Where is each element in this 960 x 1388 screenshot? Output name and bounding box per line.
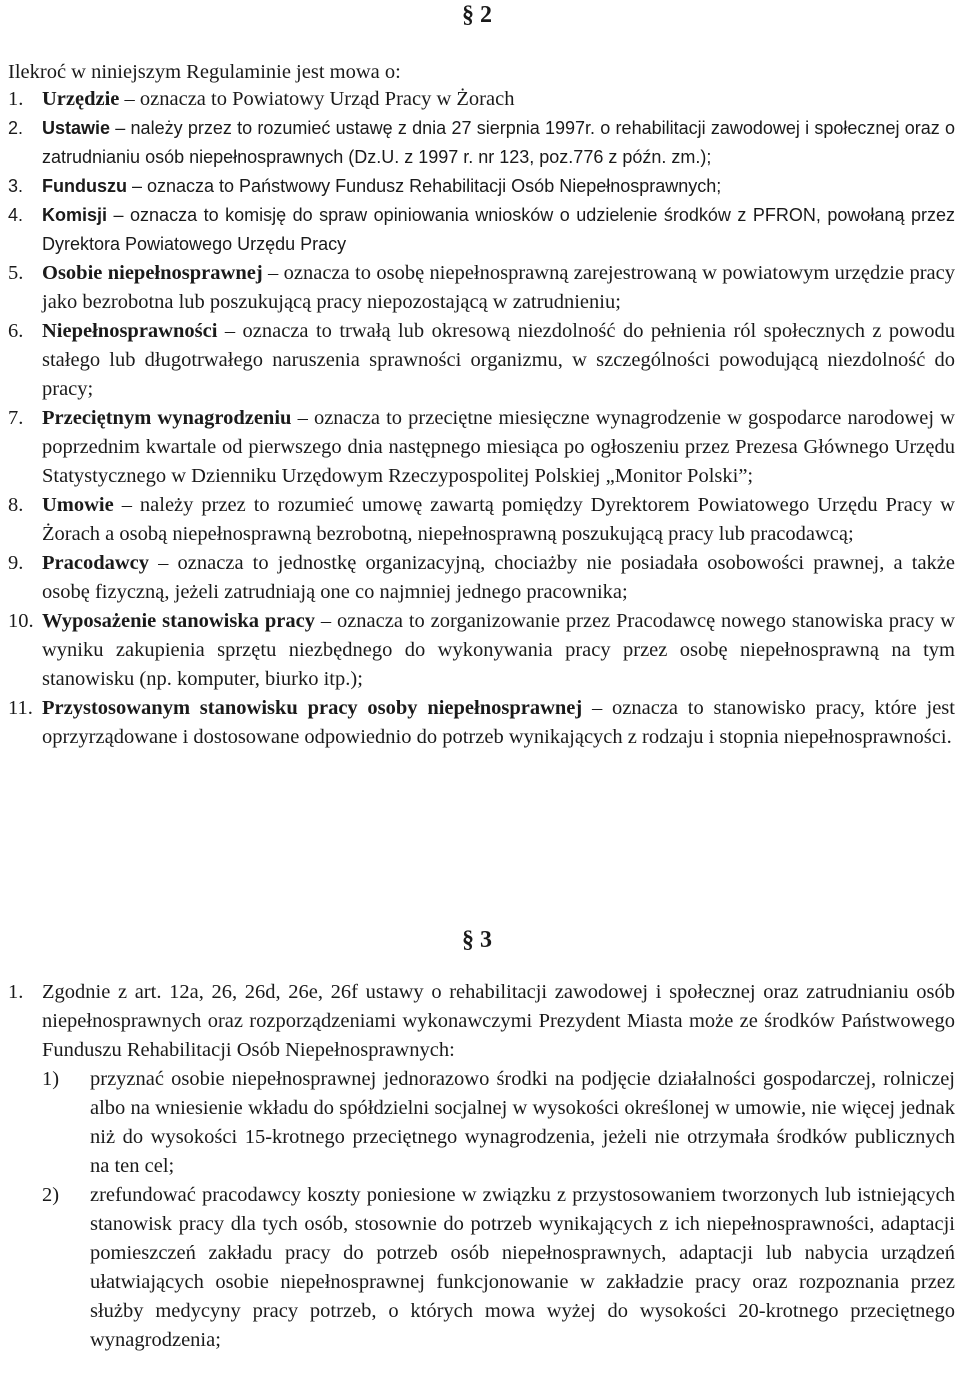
item-number: 2. bbox=[8, 118, 24, 138]
definition-item bbox=[8, 317, 955, 404]
definition-text: – oznacza to trwałą lub okresową niezdolność do pełnienia ról społecznych z powodu stałego lub długotrwałego naruszenia sprawności organizmu, w szczególności powodującą niezdolność do pracy; bbox=[42, 320, 955, 400]
definition-term: Przeciętnym wynagrodzeniu bbox=[42, 407, 292, 429]
sub-item bbox=[42, 1065, 955, 1181]
item-number: 7. bbox=[8, 407, 24, 429]
item-number: 9. bbox=[8, 552, 24, 574]
definition-item bbox=[8, 172, 955, 201]
definition-term: Przystosowanym stanowisku pracy osoby niepełnosprawnej bbox=[42, 697, 583, 719]
definition-text: – należy przez to rozumieć ustawę z dnia 27 sierpnia 1997r. o rehabilitacji zawodowej i społecznej oraz o zatrudnianiu osób niepełnosprawnych (Dz.U. z 1997 r. nr 123, poz.776 z późn. zm.); bbox=[42, 118, 955, 167]
definition-text: – należy przez to rozumieć umowę zawartą pomiędzy Dyrektorem Powiatowego Urzędu Pracy w Żorach a osobą niepełnosprawną bezrobotną, niepełnosprawną poszukującą pracy lub pracodawcą; bbox=[42, 494, 955, 545]
item-number: 6. bbox=[8, 320, 24, 342]
definition-item bbox=[8, 259, 955, 317]
item-number: 1. bbox=[8, 88, 24, 110]
definition-text: – oznacza to zorganizowanie przez Pracodawcę nowego stanowiska pracy w wyniku zakupienia sprzętu niezbędnego do wykonywania pracy przez osobę niepełnosprawną na tym stanowisku (np. komputer, biurko itp.); bbox=[42, 610, 955, 690]
item-number: 10. bbox=[8, 610, 34, 632]
sub-item bbox=[42, 1181, 955, 1355]
section-3-heading: § 3 bbox=[462, 927, 492, 953]
definition-item bbox=[8, 607, 955, 694]
definition-text: – oznacza to Państwowy Fundusz Rehabilitacji Osób Niepełnosprawnych; bbox=[126, 176, 722, 196]
definition-text: – oznacza to komisję do spraw opiniowania wniosków o udzielenie środków z PFRON, powołaną przez Dyrektora Powiatowego Urzędu Pracy bbox=[42, 205, 955, 254]
definition-item bbox=[8, 549, 955, 607]
item-number: 1) bbox=[42, 1068, 60, 1090]
definition-term: Niepełnosprawności bbox=[42, 320, 218, 342]
definition-item bbox=[8, 404, 955, 491]
item-number: 11. bbox=[8, 697, 33, 719]
definition-text: – oznacza to jednostkę organizacyjną, chociażby nie posiadała osobowości prawnej, a także osobę fizyczną, jeżeli zatrudniają one co najmniej jednego pracownika; bbox=[42, 552, 955, 603]
item-number: 4. bbox=[8, 205, 24, 225]
definition-term: Pracodawcy bbox=[42, 552, 150, 574]
definition-term: Ustawie bbox=[42, 118, 111, 138]
definition-item bbox=[8, 201, 955, 259]
sub-item-text: zrefundować pracodawcy koszty poniesione w związku z przystosowaniem tworzonych lub istniejących stanowisk pracy dla tych osób, stosownie do potrzeb wynikających z ich niepełnosprawności, adaptacji pomieszczeń zakładu pracy do potrzeb osób niepełnosprawnych, adaptacji lub nabycia urządzeń ułatwiających osobie niepełnosprawnej funkcjonowanie w zakładzie pracy oraz rozpoznania przez służby medycyny pracy potrzeb, o których mowa wyżej do wysokości 20-krotnego przeciętnego wynagrodzenia; bbox=[90, 1184, 955, 1351]
definition-item bbox=[8, 85, 955, 114]
section-3-paragraphs bbox=[8, 978, 955, 1355]
definitions-list bbox=[8, 85, 955, 752]
definition-term: Komisji bbox=[42, 205, 108, 225]
sub-list bbox=[42, 1065, 955, 1355]
item-number: 1. bbox=[8, 981, 24, 1003]
definition-item bbox=[8, 114, 955, 172]
definition-term: Umowie bbox=[42, 494, 114, 516]
item-number: 3. bbox=[8, 176, 24, 196]
item-number: 8. bbox=[8, 494, 24, 516]
definition-term: Osobie niepełnosprawnej bbox=[42, 262, 263, 284]
paragraph-item bbox=[8, 978, 955, 1355]
item-number: 5. bbox=[8, 262, 24, 284]
paragraph-text: Zgodnie z art. 12a, 26, 26d, 26e, 26f ustawy o rehabilitacji zawodowej i społecznej oraz zatrudnianiu osób niepełnosprawnych oraz rozporządzeniami wykonawczymi Prezydent Miasta może ze środków Państwowego Funduszu Rehabilitacji Osób Niepełnosprawnych: bbox=[42, 981, 955, 1061]
definition-term: Wyposażenie stanowiska pracy bbox=[42, 610, 315, 632]
intro-text: Ilekroć w niniejszym Regulaminie jest mowa o: bbox=[8, 61, 401, 83]
definition-item bbox=[8, 694, 955, 752]
item-number: 2) bbox=[42, 1184, 60, 1206]
definition-text: – oznacza to Powiatowy Urząd Pracy w Żorach bbox=[119, 88, 515, 110]
definition-text: – oznacza to przeciętne miesięczne wynagrodzenie w gospodarce narodowej w poprzednim kwartale od pierwszego dnia następnego miesiąca po ogłoszeniu przez Prezesa Głównego Urzędu Statystycznego w Dzienniku Urzędowym Rzeczypospolitej Polskiej „Monitor Polski”; bbox=[42, 407, 955, 487]
definition-item bbox=[8, 491, 955, 549]
section-2-heading: § 2 bbox=[462, 2, 492, 28]
definition-text: – oznacza to osobę niepełnosprawną zarejestrowaną w powiatowym urzędzie pracy jako bezrobotna lub poszukującą pracy niepozostającą w zatrudnieniu; bbox=[42, 262, 956, 313]
definition-text: – oznacza to stanowisko pracy, które jest oprzyrządowane i dostosowane odpowiednio do potrzeb wynikających z rodzaju i stopnia niepełnosprawności. bbox=[42, 697, 955, 748]
definition-term: Funduszu bbox=[42, 176, 127, 196]
sub-item-text: przyznać osobie niepełnosprawnej jednorazowo środki na podjęcie działalności gospodarczej, rolniczej albo na wniesienie wkładu do spółdzielni socjalnej w wysokości określonej w umowie, nie więcej jednak niż do wysokości 15-krotnego przeciętnego wynagrodzenia, jeżeli nie otrzymała środków publicznych na ten cel; bbox=[90, 1068, 955, 1177]
definition-term: Urzędzie bbox=[42, 88, 120, 110]
